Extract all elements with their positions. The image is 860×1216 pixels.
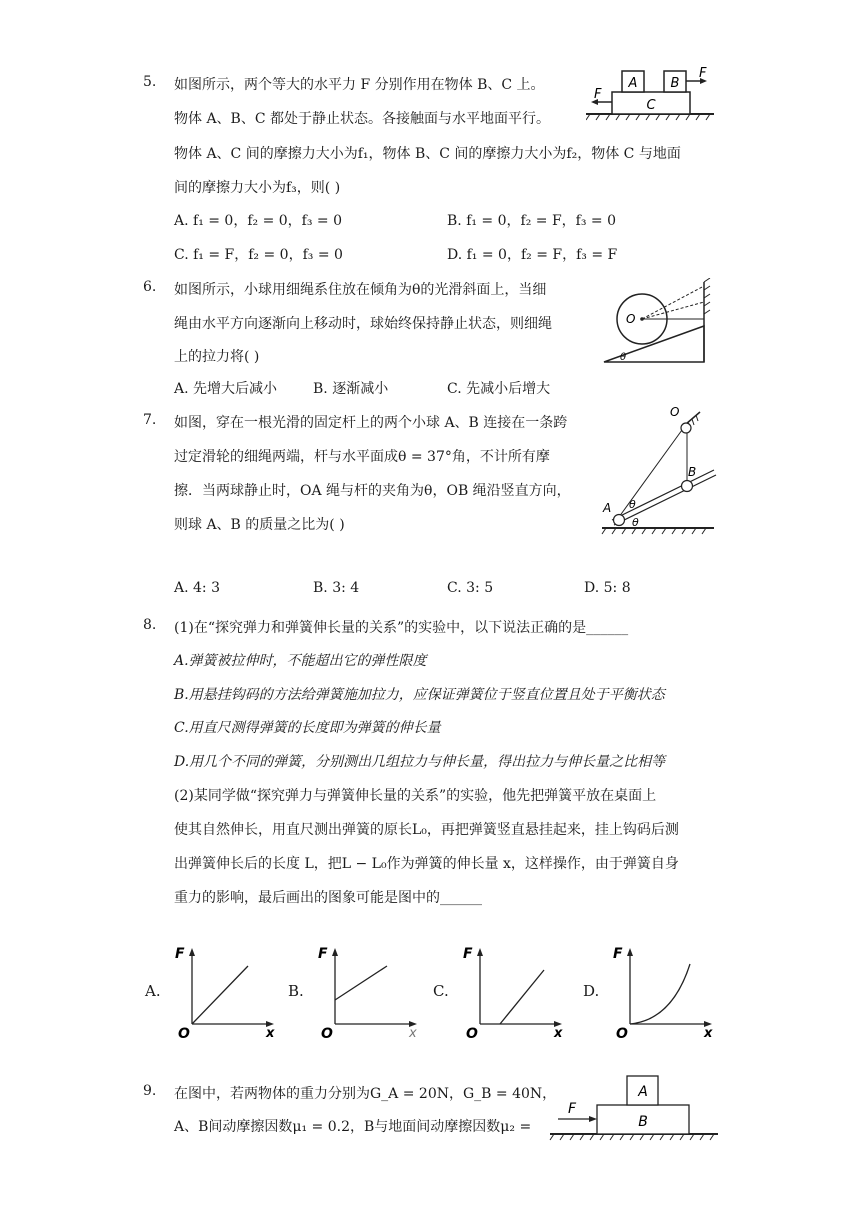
label-theta-1: θ bbox=[629, 498, 636, 511]
label-a: A bbox=[638, 1084, 648, 1100]
graph-d bbox=[610, 940, 720, 1040]
q5-option-d[interactable]: D. f₁ = 0，f₂ = F，f₃ = F bbox=[447, 247, 618, 263]
q7-option-b[interactable]: B. 3: 4 bbox=[313, 580, 360, 596]
q6-line-1: 如图所示，小球用细绳系住放在倾角为θ的光滑斜面上，当细 bbox=[174, 282, 547, 298]
label-f: F bbox=[568, 1101, 577, 1117]
label-a: A bbox=[603, 501, 612, 515]
graph-b-label: B. bbox=[288, 982, 304, 1000]
axis-x: x bbox=[266, 1026, 275, 1040]
q6-line-3: 上的拉力将( ) bbox=[174, 349, 260, 365]
axis-f: F bbox=[318, 946, 328, 962]
label-b: B bbox=[670, 76, 680, 91]
axis-f: F bbox=[613, 946, 623, 962]
q6-option-a[interactable]: A. 先增大后减小 bbox=[174, 381, 278, 397]
q8-choice-a: A.弹簧被拉伸时，不能超出它的弹性限度 bbox=[174, 653, 427, 669]
pulley bbox=[681, 423, 691, 433]
q5-option-c[interactable]: C. f₁ = F，f₂ = 0，f₃ = 0 bbox=[174, 247, 343, 263]
axis-x: x bbox=[704, 1026, 713, 1040]
q5-figure bbox=[586, 62, 716, 124]
q7-line-1: 如图，穿在一根光滑的固定杆上的两个小球 A、B 连接在一条跨 bbox=[174, 415, 568, 431]
q7-option-a[interactable]: A. 4: 3 bbox=[174, 580, 220, 596]
q7-line-4: 则球 A、B 的质量之比为( ) bbox=[174, 517, 345, 533]
q6-option-c[interactable]: C. 先减小后增大 bbox=[447, 381, 551, 397]
origin-o: O bbox=[616, 1026, 628, 1040]
q8-choice-c: C.用直尺测得弹簧的长度即为弹簧的伸长量 bbox=[174, 720, 441, 736]
axis-f: F bbox=[175, 946, 185, 962]
label-theta: θ bbox=[620, 352, 627, 363]
label-f-right: F bbox=[699, 66, 707, 81]
graph-c bbox=[460, 940, 570, 1040]
q9-line-1: 在图中，若两物体的重力分别为G_A = 20N，G_B = 40N， bbox=[174, 1086, 557, 1102]
q8-line-9: 重力的影响，最后画出的图象可能是图中的______ bbox=[174, 890, 482, 906]
q8-choice-d: D.用几个不同的弹簧，分别测出几组拉力与伸长量，得出拉力与伸长量之比相等 bbox=[174, 754, 666, 770]
q8-line-1: (1)在“探究弹力和弹簧伸长量的关系”的实验中，以下说法正确的是______ bbox=[174, 620, 629, 636]
q8-line-6: (2)某同学做“探究弹力与弹簧伸长量的关系”的实验，他先把弹簧平放在桌面上 bbox=[174, 788, 657, 804]
axis-x: x bbox=[554, 1026, 563, 1040]
q8-number: 8. bbox=[143, 617, 157, 633]
q6-option-b[interactable]: B. 逐渐减小 bbox=[313, 381, 389, 397]
graph-b bbox=[315, 940, 425, 1040]
axis-f: F bbox=[463, 946, 473, 962]
q7-figure bbox=[600, 404, 718, 538]
q5-line-3: 物体 A、C 间的摩擦力大小为f₁，物体 B、C 间的摩擦力大小为f₂，物体 C 与地面 bbox=[174, 146, 681, 162]
q6-line-2: 绳由水平方向逐渐向上移动时，球始终保持静止状态，则细绳 bbox=[174, 316, 552, 332]
q5-number: 5. bbox=[143, 74, 157, 90]
axis-x: x bbox=[409, 1026, 417, 1040]
q7-line-3: 擦．当两球静止时，OA 绳与杆的夹角为θ，OB 绳沿竖直方向， bbox=[174, 483, 571, 499]
graph-d-label: D. bbox=[583, 982, 600, 1000]
ball-a bbox=[614, 515, 625, 526]
label-a: A bbox=[628, 76, 638, 91]
q6-number: 6. bbox=[143, 279, 157, 295]
origin-o: O bbox=[178, 1026, 190, 1040]
label-c: C bbox=[646, 98, 656, 113]
origin-o: O bbox=[321, 1026, 333, 1040]
label-b: B bbox=[688, 465, 697, 479]
graph-a-label: A. bbox=[145, 982, 161, 1000]
label-o: O bbox=[626, 312, 636, 326]
label-b: B bbox=[638, 1114, 648, 1130]
q9-figure bbox=[548, 1072, 720, 1144]
q5-option-b[interactable]: B. f₁ = 0，f₂ = F，f₃ = 0 bbox=[447, 213, 616, 229]
label-theta-2: θ bbox=[632, 516, 639, 529]
graph-c-label: C. bbox=[433, 982, 449, 1000]
q9-number: 9. bbox=[143, 1083, 157, 1099]
q8-line-7: 使其自然伸长，用直尺测出弹簧的原长L₀，再把弹簧竖直悬挂起来，挂上钩码后测 bbox=[174, 822, 679, 838]
q7-line-2: 过定滑轮的细绳两端，杆与水平面成θ = 37°角，不计所有摩 bbox=[174, 449, 550, 465]
graph-a bbox=[172, 940, 282, 1040]
q9-line-2: A、B间动摩擦因数μ₁ = 0.2，B与地面间动摩擦因数μ₂ = bbox=[174, 1119, 532, 1135]
origin-o: O bbox=[466, 1026, 478, 1040]
q5-line-1: 如图所示，两个等大的水平力 F 分别作用在物体 B、C 上。 bbox=[174, 77, 545, 93]
q8-line-8: 出弹簧伸长后的长度 L，把L − L₀作为弹簧的伸长量 x，这样操作，由于弹簧自身 bbox=[174, 856, 679, 872]
q7-number: 7. bbox=[143, 412, 157, 428]
ball-b bbox=[682, 481, 693, 492]
q5-option-a[interactable]: A. f₁ = 0，f₂ = 0，f₃ = 0 bbox=[174, 213, 343, 229]
q5-line-2: 物体 A、B、C 都处于静止状态。各接触面与水平地面平行。 bbox=[174, 111, 551, 127]
q7-option-d[interactable]: D. 5: 8 bbox=[584, 580, 631, 596]
q5-line-4: 间的摩擦力大小为f₃，则( ) bbox=[174, 180, 341, 196]
q8-choice-b: B.用悬挂钩码的方法给弹簧施加拉力，应保证弹簧位于竖直位置且处于平衡状态 bbox=[174, 687, 665, 703]
q7-option-c[interactable]: C. 3: 5 bbox=[447, 580, 494, 596]
q6-figure bbox=[600, 278, 716, 368]
label-o: O bbox=[670, 405, 680, 419]
label-f-left: F bbox=[594, 87, 602, 102]
